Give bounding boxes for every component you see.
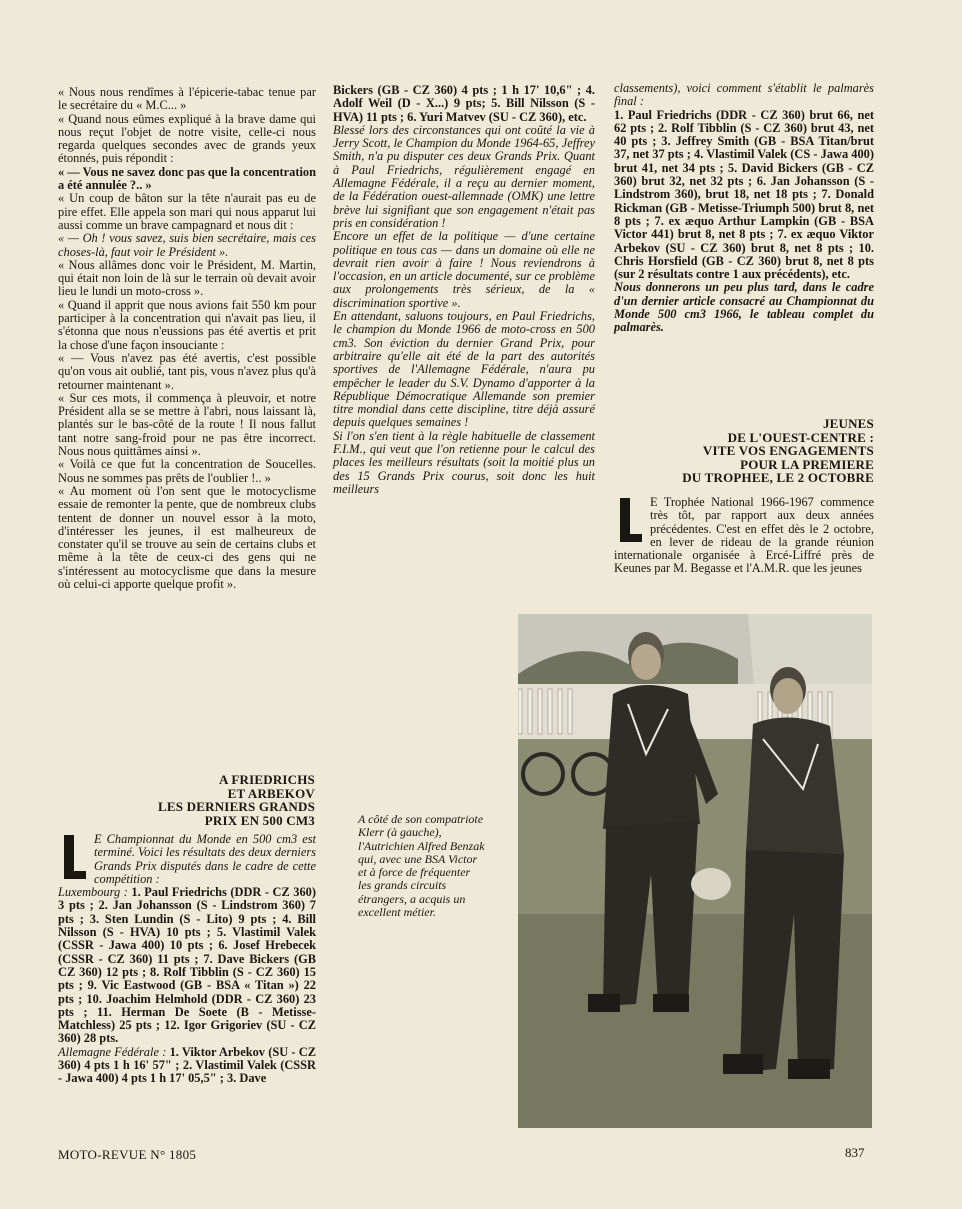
paragraph: Si l'on s'en tient à la règle habituelle de classement F.I.M., qui veut que l'on retienne pour le calcul des places les meilleurs résultats (soit la moitié plus un des 15 Grands Prix courus, soit donc les huit meilleurs [333,428,595,496]
paragraph: En attendant, saluons toujours, en Paul Friedrichs, le champion du Monde 1966 de moto-cross en 500 cm3. Son éviction du dernier Grand Prix, pour arbitraire qu'elle ait été de la part des autorités sportives de l'Allemagne Fédérale, n'aura pu empêcher le leader du S.V. Dynamo d'apporter à la République Démocratique Allemande son premier titre mondial dans cette discipline, titre déjà assuré depuis quelques semaines ! [333,309,595,430]
paragraph: « — Vous ne savez donc pas que la concentration a été annulée ?.. » [58,164,316,193]
heading-line: DU TROPHEE, LE 2 OCTOBRE [682,470,874,485]
paragraph: « Quand nous eûmes expliqué à la brave dame qui nous reçut l'objet de notre visite, celle-ci nous regarda quelques secondes avec de grands yeux étonnés, puis répondit : [58,111,316,166]
heading-line: A FRIEDRICHS [219,772,315,787]
intro-text: E Championnat du Monde en 500 cm3 est terminé. Voici les résultats des deux derniers Grands Prix disputés dans le cadre de cette compétition : [94,832,316,886]
race-label: Luxembourg : [58,885,128,900]
paragraph: « Quand il apprit que nous avions fait 550 km pour participer à la concentration qui n'avait pas lieu, il s'étonna que nous n'eussions pas été avertis et prit la chose d'une façon insouciante : [58,297,316,352]
footer-publication: MOTO-REVUE N° 1805 [58,1147,197,1162]
results-text: 1. Viktor Arbekov (SU - CZ 360) 4 pts 1 h 16' 57" ; 2. Vlastimil Valek (CSSR - Jawa 400) 4 pts 1 h 17' 05,5" ; 3. Dave [58,1044,316,1086]
section-heading-friedrichs [100,773,315,827]
paragraph: Encore un effet de la politique — d'une certaine politique en tous cas — dans un domaine où elle ne devrait rien avoir à faire ! Nous reviendrons à l'occasion, en un article documenté, sur ce problème aux prolongements très sérieux, de la « discrimination sportive ». [333,229,595,310]
paragraph: Nous donnerons un peu plus tard, dans le cadre d'un dernier article consacré au Championnat du Monde 500 cm3 1966, le tableau complet du palmarès. [614,280,874,335]
article-championnat [58,833,316,1086]
paragraph: Blessé lors des circonstances qui ont coûté la vie à Jerry Scott, le Champion du Monde 1964-65, Jeffrey Smith, n'a pu disputer ces deux Grands Prix. Quant à Paul Friedrichs, régulièrement engagé en Allemagne Fédérale, il a reçu au dernier moment, de la Fédération ouest-allemnade (OMK) une lettre brève lui signifiant que son engagement n'était pas pris en considération ! [333,122,595,230]
heading-line: JEUNES [822,416,874,431]
paragraph: « Au moment où l'on sent que le motocyclisme essaie de remonter la pente, que de nombreux clubs tentent de donner un nouvel essor à la moto, d'intéresser les jeunes, il est malheureux de constater qu'il se trouve au sein de certains clubs et même à la tête de ceux-ci des gens qui ne s'intéressent au motocyclisme que dans la mesure où celui-ci apporte quelque profit ». [58,483,316,591]
photo-illustration [518,614,872,1128]
trophee-text: E Trophée National 1966-1967 commence très tôt, par rapport aux deux années précédentes. C'est en effet dès le 2 octobre, en lever de rideau de la grande réunion internationale organisée à Ercé-Liffré près de Keunes par M. Begasse et l'A.M.R. que les jeunes [614,495,874,576]
paragraph: « — Oh ! vous savez, suis bien secrétaire, mais ces choses-là, faut voir le Président ». [58,231,316,259]
palmares-list: 1. Paul Friedrichs (DDR - CZ 360) brut 66, net 62 pts ; 2. Rolf Tibblin (S - CZ 360) brut 43, net 40 pts ; 3. Jeffrey Smith (GB - BSA Titan/brut 37, net 37 pts ; 4. Vlastimil Valek (CS - Jawa 400) brut 41, net 34 pts ; 5. David Bickers (GB - CZ 360) brut 32, net 32 pts ; 6. Jan Johansson (S - Lindstrom 360), brut 18, net 18 pts ; 7. Donald Rickman (GB - Metisse-Triumph 500) brut 8, net 8 pts ; 7. ex æquo Arthur Lampkin (GB - BSA Victor 441) brut 8, net 8 pts ; 7. ex æquo Viktor Arbekov (SU - CZ 360) brut 8, net 8 pts ; 10. Chris Horsfield (GB - CZ 360) brut 8, net 8 pts (sur 2 résultats contre 1 aux précédents), etc. [614,107,874,282]
article-trophee [614,496,874,576]
paragraph: « Voilà ce que fut la concentration de Soucelles. Nous ne sommes pas prêts de l'oublier !.. » [58,457,316,485]
column-middle [333,84,595,496]
dropcap-l [614,498,644,542]
heading-line: POUR LA PREMIERE [740,456,874,472]
paragraph: classements), voici comment s'établit le palmarès final : [614,81,874,109]
results-text: 1. Paul Friedrichs (DDR - CZ 360) 3 pts ; 2. Jan Johansson (S - Lindstrom 360) 7 pts ; 3. Sten Lundin (S - Lito) 9 pts ; 4. Bill Nilsson (S - HVA) 10 pts ; 5. Vlastimil Valek (CSSR - Jawa 400) 10 pts ; 6. Josef Hrebecek (CSSR - CZ 360) 11 pts ; 7. Dave Bickers (GB CZ 360) 12 pts ; 8. Rolf Tibblin (S - CZ 360) 15 pts ; 9. Vic Eastwood (GB - BSA « Titan ») 22 pts ; 10. Joachim Helmhold (DDR - CZ 360) 23 pts ; 11. Herman De Soete (B - Metisse-Matchless) 25 pts ; 12. Igor Grigoriev (SU - CZ 360) 28 pts. [58,885,317,1046]
section-heading-jeunes [614,417,874,485]
dropcap-l [58,835,88,879]
paragraph: « Sur ces mots, il commença à pleuvoir, et notre Président alla se se mettre à l'abri, nous laissant là, plantés sur le bas-côté de la route ! Il nous fallut tant notre sang-froid pour ne pas être incorrect. Nous nous quittâmes ainsi ». [58,390,316,459]
paragraph: Bickers (GB - CZ 360) 4 pts ; 1 h 17' 10,6" ; 4. Adolf Weil (D - X...) 9 pts; 5. Bill Nilsson (S - HVA) 11 pts ; 6. Yuri Matvev (SU - CZ 360), etc. [333,83,595,124]
paragraph: « Nous nous rendîmes à l'épicerie-tabac tenue par le secrétaire du « M.C... » [58,85,316,113]
paragraph: « — Vous n'avez pas été avertis, c'est possible qu'on vous ait oublié, tant pis, vous n'avez plus qu'à retourner maintenant ». [58,350,316,392]
paragraph: « Nous allâmes donc voir le Président, M. Martin, qui était non loin de là sur le terrain où devait avoir lieu le lundi un moto-cross ». [58,257,316,299]
heading-line: ET ARBEKOV [227,785,315,801]
heading-line: LES DERNIERS GRANDS [158,799,315,814]
riders-photo [518,614,872,1128]
paragraph: « Un coup de bâton sur la tête n'aurait pas eu de pire effet. Elle appela son mari qui nous apparut lui aussi comme un brave campagnard et nous dit : [58,191,316,232]
heading-line: PRIX EN 500 CM3 [204,812,315,828]
column-left [58,86,316,591]
photo-caption: A côté de son compatriote Klerr (à gauche), l'Autrichien Alfred Benzak qui, avec une BSA Victor et à force de fréquenter les grands circuits étrangers, a acquis un excellent métier. [358,812,485,920]
heading-line: VITE VOS ENGAGEMENTS [702,443,874,458]
column-right [614,82,874,335]
heading-line: DE L'OUEST-CENTRE : [727,429,874,445]
race-label: Allemagne Fédérale : [58,1044,167,1059]
page-number: 837 [845,1145,865,1160]
